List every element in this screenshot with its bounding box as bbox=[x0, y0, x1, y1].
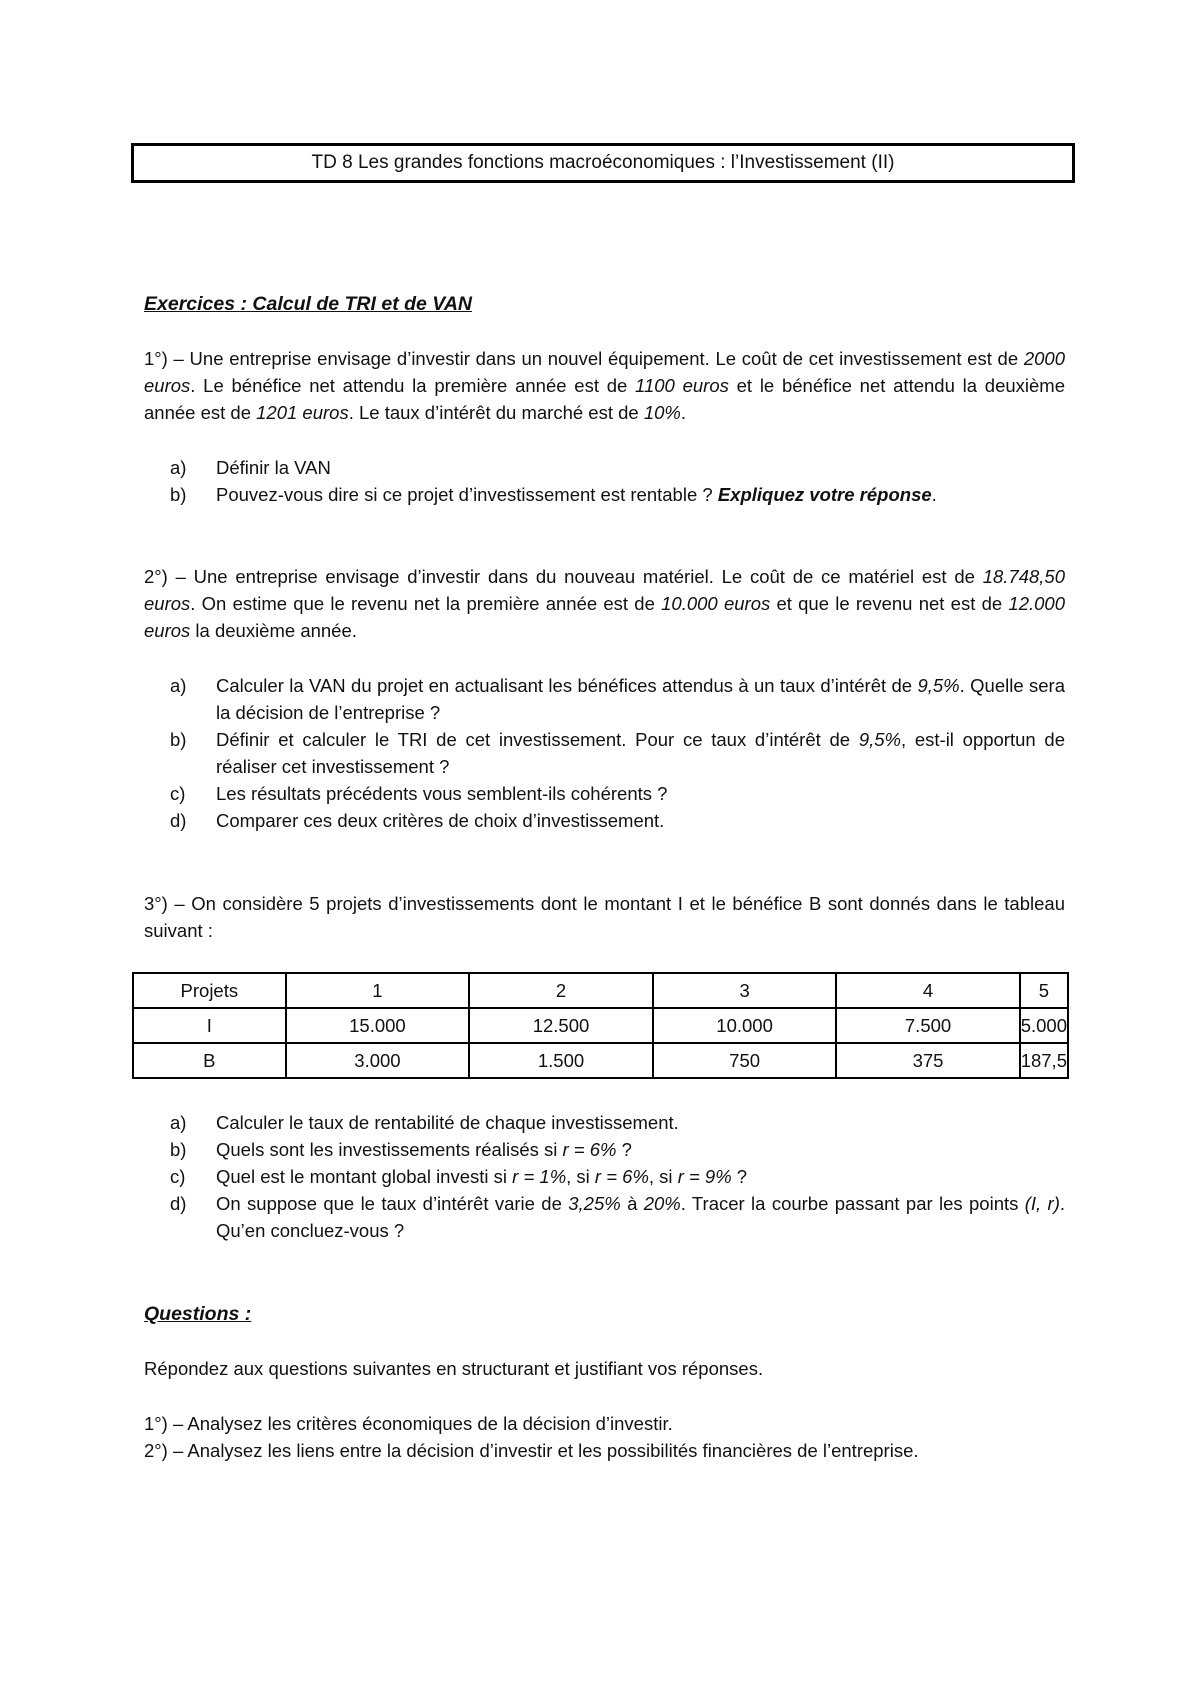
item-text-part: . Qu’en concluez-vous ? bbox=[216, 1193, 1066, 1241]
question-item: 1°) – Analysez les critères économiques de la décision d’investir. bbox=[144, 1413, 673, 1434]
ex2-revenue-year1: 10.000 euros bbox=[661, 593, 771, 614]
item-label: a) bbox=[170, 1112, 187, 1133]
item-text-part: , si bbox=[648, 1166, 678, 1187]
item-text-part: à bbox=[620, 1193, 644, 1214]
table-cell: 10.000 bbox=[653, 1008, 837, 1043]
ex1-text: . Le taux d’intérêt du marché est de bbox=[348, 402, 644, 423]
exercise-1-questions bbox=[144, 454, 1065, 508]
ex2-text: et que le revenu net est de bbox=[770, 593, 1009, 614]
item-text bbox=[216, 1136, 1065, 1163]
item-text bbox=[216, 726, 1065, 780]
ex1-text: 1°) – Une entreprise envisage d’investir dans un nouvel équipement. Le coût de cet investissement est de bbox=[144, 348, 1024, 369]
table-cell: 3.000 bbox=[286, 1043, 470, 1078]
ex2-text: 2°) – Une entreprise envisage d’investir dans du nouveau matériel. Le coût de ce matériel est de bbox=[144, 566, 983, 587]
table-cell: 12.500 bbox=[469, 1008, 653, 1043]
questions-intro bbox=[144, 1355, 1065, 1382]
questions-heading-block bbox=[144, 1300, 1065, 1328]
item-text bbox=[216, 1163, 1065, 1190]
title-box bbox=[131, 143, 1075, 183]
item-text: Comparer ces deux critères de choix d’investissement. bbox=[216, 810, 665, 831]
table-row bbox=[133, 1043, 1068, 1078]
list-item bbox=[144, 807, 1065, 834]
list-item bbox=[144, 780, 1065, 807]
questions-heading: Questions : bbox=[144, 1303, 252, 1325]
item-emphasis: Expliquez votre réponse bbox=[717, 484, 932, 505]
item-label: b) bbox=[170, 729, 187, 750]
ex1-cost: 2000 euros bbox=[144, 348, 1065, 396]
table-header-cell: 5 bbox=[1020, 973, 1068, 1008]
question-item: 2°) – Analysez les liens entre la décision d’investir et les possibilités financières de l’entreprise. bbox=[144, 1440, 919, 1461]
item-text-part: ? bbox=[616, 1139, 632, 1160]
item-text-part: . Tracer la courbe passant par les points bbox=[680, 1193, 1025, 1214]
table-cell: B bbox=[133, 1043, 286, 1078]
ex2-text: . On estime que le revenu net la première année est de bbox=[190, 593, 662, 614]
item-condition: r = 6% bbox=[562, 1139, 617, 1160]
item-text-part: . bbox=[931, 484, 937, 505]
item-label: c) bbox=[170, 1166, 186, 1187]
exercise-3-statement bbox=[144, 890, 1065, 944]
ex1-benefit-year2: 1201 euros bbox=[256, 402, 349, 423]
exercise-2-questions bbox=[144, 672, 1065, 834]
table-cell: 375 bbox=[836, 1043, 1019, 1078]
exercises-heading-block bbox=[144, 290, 1065, 318]
ex2-revenue-year2: 12.000 euros bbox=[144, 593, 1065, 641]
table-header-cell: 1 bbox=[286, 973, 470, 1008]
item-label: b) bbox=[170, 1139, 187, 1160]
ex1-market-rate: 10% bbox=[643, 402, 681, 423]
item-text: Définir la VAN bbox=[216, 457, 331, 478]
table-cell: I bbox=[133, 1008, 286, 1043]
item-text-part: Définir et calculer le TRI de cet investissement. Pour ce taux d’intérêt de bbox=[216, 729, 859, 750]
list-item bbox=[144, 1109, 1065, 1136]
questions-intro-text: Répondez aux questions suivantes en structurant et justifiant vos réponses. bbox=[144, 1358, 764, 1379]
ex1-text: et le bénéfice net attendu la deuxième année est de bbox=[144, 375, 1065, 423]
item-text-part: Calculer la VAN du projet en actualisant les bénéfices attendus à un taux d’intérêt de bbox=[216, 675, 918, 696]
item-points: (I, r) bbox=[1024, 1193, 1060, 1214]
list-item bbox=[144, 454, 1065, 481]
item-text-part: , est-il opportun de réaliser cet investissement ? bbox=[216, 729, 1066, 777]
item-text bbox=[216, 481, 1065, 508]
table-header-cell: 2 bbox=[469, 973, 653, 1008]
ex2-cost: 18.748,50 euros bbox=[144, 566, 1065, 614]
table-row bbox=[133, 1008, 1068, 1043]
item-text: Les résultats précédents vous semblent-ils cohérents ? bbox=[216, 783, 668, 804]
list-item bbox=[144, 1163, 1065, 1190]
list-item bbox=[144, 672, 1065, 726]
exercise-3-questions bbox=[144, 1109, 1065, 1244]
questions-list bbox=[144, 1410, 1065, 1464]
list-item bbox=[144, 1136, 1065, 1163]
item-text-part: Pouvez-vous dire si ce projet d’investissement est rentable ? bbox=[216, 484, 718, 505]
item-rate: 3,25% bbox=[568, 1193, 621, 1214]
exercises-heading: Exercices : Calcul de TRI et de VAN bbox=[144, 293, 473, 315]
table-cell: 187,5 bbox=[1020, 1043, 1068, 1078]
item-text bbox=[216, 672, 1065, 726]
item-text-part: , si bbox=[566, 1166, 595, 1187]
list-item bbox=[144, 1190, 1065, 1244]
item-text-part: Quels sont les investissements réalisés si bbox=[216, 1139, 563, 1160]
projects-table bbox=[132, 972, 1069, 1079]
exercise-2-statement bbox=[144, 563, 1065, 644]
item-rate: 20% bbox=[643, 1193, 681, 1214]
item-text bbox=[216, 1190, 1065, 1244]
item-label: a) bbox=[170, 675, 187, 696]
item-condition: r = 6% bbox=[594, 1166, 649, 1187]
list-item bbox=[144, 726, 1065, 780]
item-label: a) bbox=[170, 457, 187, 478]
item-label: d) bbox=[170, 810, 187, 831]
ex1-text: . Le bénéfice net attendu la première année est de bbox=[190, 375, 636, 396]
item-text-part: On suppose que le taux d’intérêt varie de bbox=[216, 1193, 569, 1214]
document-title: TD 8 Les grandes fonctions macroéconomiques : l’Investissement (II) bbox=[311, 152, 895, 173]
list-item bbox=[144, 481, 1065, 508]
ex1-text: . bbox=[680, 402, 687, 423]
table-header-row bbox=[133, 973, 1068, 1008]
item-label: d) bbox=[170, 1193, 187, 1214]
item-text-part: . Quelle sera la décision de l’entreprise ? bbox=[216, 675, 1065, 723]
table-header-cell: 4 bbox=[836, 973, 1019, 1008]
table-cell: 5.000 bbox=[1020, 1008, 1068, 1043]
item-text-part: ? bbox=[731, 1166, 748, 1187]
table-cell: 15.000 bbox=[286, 1008, 470, 1043]
item-label: c) bbox=[170, 783, 186, 804]
ex2-text: la deuxième année. bbox=[190, 620, 357, 641]
ex3-text: 3°) – On considère 5 projets d’investissements dont le montant I et le bénéfice B sont donnés dans le tableau suivant : bbox=[144, 893, 1065, 941]
table-cell: 1.500 bbox=[469, 1043, 653, 1078]
item-rate: 9,5% bbox=[858, 729, 901, 750]
exercise-1-statement bbox=[144, 345, 1065, 426]
table-cell: 7.500 bbox=[836, 1008, 1019, 1043]
item-text-part: Quel est le montant global investi si bbox=[216, 1166, 513, 1187]
item-rate: 9,5% bbox=[917, 675, 960, 696]
table-header-cell: Projets bbox=[133, 973, 286, 1008]
item-condition: r = 9% bbox=[677, 1166, 732, 1187]
item-text: Calculer le taux de rentabilité de chaque investissement. bbox=[216, 1112, 679, 1133]
item-condition: r = 1% bbox=[512, 1166, 567, 1187]
ex1-benefit-year1: 1100 euros bbox=[635, 375, 729, 396]
table-header-cell: 3 bbox=[653, 973, 837, 1008]
item-label: b) bbox=[170, 484, 187, 505]
table-cell: 750 bbox=[653, 1043, 837, 1078]
